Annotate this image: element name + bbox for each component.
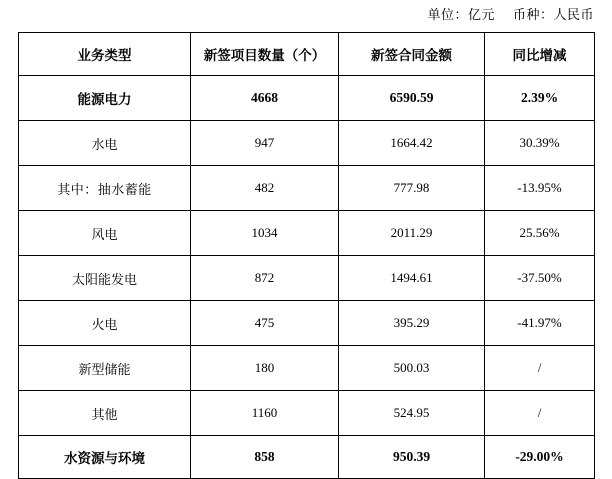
cell-yoy-change: -13.95% (485, 166, 595, 211)
column-header-new-project-count: 新签项目数量（个） (191, 33, 339, 76)
cell-business-type: 太阳能发电 (19, 256, 191, 301)
table-row (19, 301, 595, 346)
cell-business-type: 风电 (19, 211, 191, 256)
cell-business-type: 火电 (19, 301, 191, 346)
cell-contract-amount: 524.95 (339, 391, 485, 436)
cell-business-type: 水资源与环境 (19, 436, 191, 479)
column-header-yoy-change: 同比增减 (485, 33, 595, 76)
cell-yoy-change: -37.50% (485, 256, 595, 301)
cell-project-count: 4668 (191, 76, 339, 121)
table-row (19, 211, 595, 256)
column-header-new-contract-amount: 新签合同金额 (339, 33, 485, 76)
cell-project-count: 180 (191, 346, 339, 391)
cell-contract-amount: 395.29 (339, 301, 485, 346)
cell-project-count: 947 (191, 121, 339, 166)
table-row (19, 391, 595, 436)
cell-business-type: 其中：抽水蓄能 (19, 166, 191, 211)
cell-project-count: 872 (191, 256, 339, 301)
cell-business-type: 新型储能 (19, 346, 191, 391)
table-row (19, 346, 595, 391)
cell-project-count: 475 (191, 301, 339, 346)
unit-note (427, 4, 594, 23)
table-row (19, 256, 595, 301)
cell-project-count: 1034 (191, 211, 339, 256)
cell-yoy-change: / (485, 391, 595, 436)
cell-yoy-change: / (485, 346, 595, 391)
unit-note-currency: 币种：人民币 (512, 7, 594, 22)
cell-project-count: 1160 (191, 391, 339, 436)
cell-project-count: 858 (191, 436, 339, 479)
cell-yoy-change: -41.97% (485, 301, 595, 346)
cell-contract-amount: 1494.61 (339, 256, 485, 301)
business-type-table (18, 32, 595, 479)
cell-contract-amount: 950.39 (339, 436, 485, 479)
unit-note-amount: 单位：亿元 (427, 7, 495, 22)
cell-contract-amount: 500.03 (339, 346, 485, 391)
cell-yoy-change: 30.39% (485, 121, 595, 166)
cell-business-type: 水电 (19, 121, 191, 166)
table-row (19, 121, 595, 166)
column-header-business-type: 业务类型 (19, 33, 191, 76)
cell-project-count: 482 (191, 166, 339, 211)
cell-yoy-change: -29.00% (485, 436, 595, 479)
cell-yoy-change: 2.39% (485, 76, 595, 121)
table-row (19, 436, 595, 479)
cell-contract-amount: 6590.59 (339, 76, 485, 121)
cell-business-type: 能源电力 (19, 76, 191, 121)
table-header-row (19, 33, 595, 76)
cell-yoy-change: 25.56% (485, 211, 595, 256)
cell-contract-amount: 1664.42 (339, 121, 485, 166)
cell-contract-amount: 2011.29 (339, 211, 485, 256)
table-row (19, 76, 595, 121)
cell-business-type: 其他 (19, 391, 191, 436)
table-row (19, 166, 595, 211)
cell-contract-amount: 777.98 (339, 166, 485, 211)
